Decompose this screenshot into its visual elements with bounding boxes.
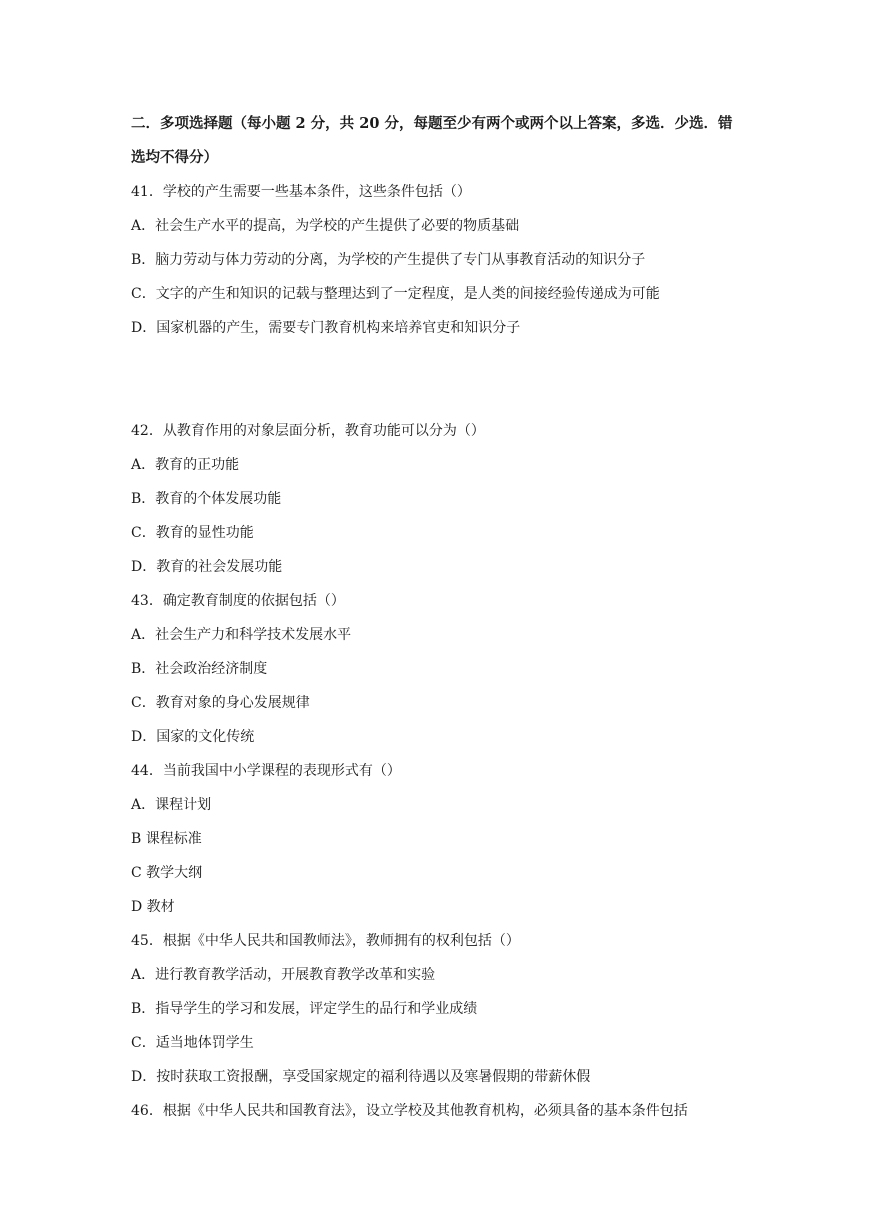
question-41-option-a: A．社会生产水平的提高，为学校的产生提供了必要的物质基础 xyxy=(131,218,520,234)
question-43-stem: 43．确定教育制度的依据包括（） xyxy=(131,593,345,609)
question-43-option-c: C．教育对象的身心发展规律 xyxy=(131,695,310,711)
question-43-option-b: B．社会政治经济制度 xyxy=(131,661,268,677)
question-45-stem: 45．根据《中华人民共和国教师法》，教师拥有的权利包括（） xyxy=(131,933,520,949)
question-43-option-a: A．社会生产力和科学技术发展水平 xyxy=(131,627,352,643)
question-42-option-a: A．教育的正功能 xyxy=(131,457,240,473)
question-46-stem: 46．根据《中华人民共和国教育法》，设立学校及其他教育机构，必须具备的基本条件包括 xyxy=(131,1103,688,1119)
question-44-option-d: D 教材 xyxy=(131,899,175,915)
question-44-option-b: B 课程标准 xyxy=(131,831,202,847)
question-45-option-a: A．进行教育教学活动，开展教育教学改革和实验 xyxy=(131,967,436,983)
question-41-stem: 41．学校的产生需要一些基本条件，这些条件包括（） xyxy=(131,184,471,200)
question-44-option-a: A．课程计划 xyxy=(131,797,212,813)
question-41-option-d: D．国家机器的产生，需要专门教育机构来培养官吏和知识分子 xyxy=(131,320,521,336)
question-44-stem: 44．当前我国中小学课程的表现形式有（） xyxy=(131,763,401,779)
question-42-option-b: B．教育的个体发展功能 xyxy=(131,491,282,507)
section-heading-line-1: 二．多项选择题（每小题 2 分，共 20 分，每题至少有两个或两个以上答案，多选．少选．错 xyxy=(131,115,733,132)
question-42-option-c: C．教育的显性功能 xyxy=(131,525,254,541)
question-42-stem: 42．从教育作用的对象层面分析，教育功能可以分为（） xyxy=(131,423,485,439)
question-45-option-c: C．适当地体罚学生 xyxy=(131,1035,254,1051)
question-45-option-d: D．按时获取工资报酬，享受国家规定的福利待遇以及寒暑假期的带薪休假 xyxy=(131,1069,591,1085)
question-43-option-d: D．国家的文化传统 xyxy=(131,729,255,745)
question-41-option-b: B．脑力劳动与体力劳动的分离，为学校的产生提供了专门从事教育活动的知识分子 xyxy=(131,252,646,268)
question-42-option-d: D．教育的社会发展功能 xyxy=(131,559,283,575)
question-41-option-c: C．文字的产生和知识的记载与整理达到了一定程度，是人类的间接经验传递成为可能 xyxy=(131,286,660,302)
section-heading-line-2: 选均不得分） xyxy=(131,149,218,166)
question-45-option-b: B．指导学生的学习和发展，评定学生的品行和学业成绩 xyxy=(131,1001,478,1017)
question-44-option-c: C 教学大纲 xyxy=(131,865,203,881)
